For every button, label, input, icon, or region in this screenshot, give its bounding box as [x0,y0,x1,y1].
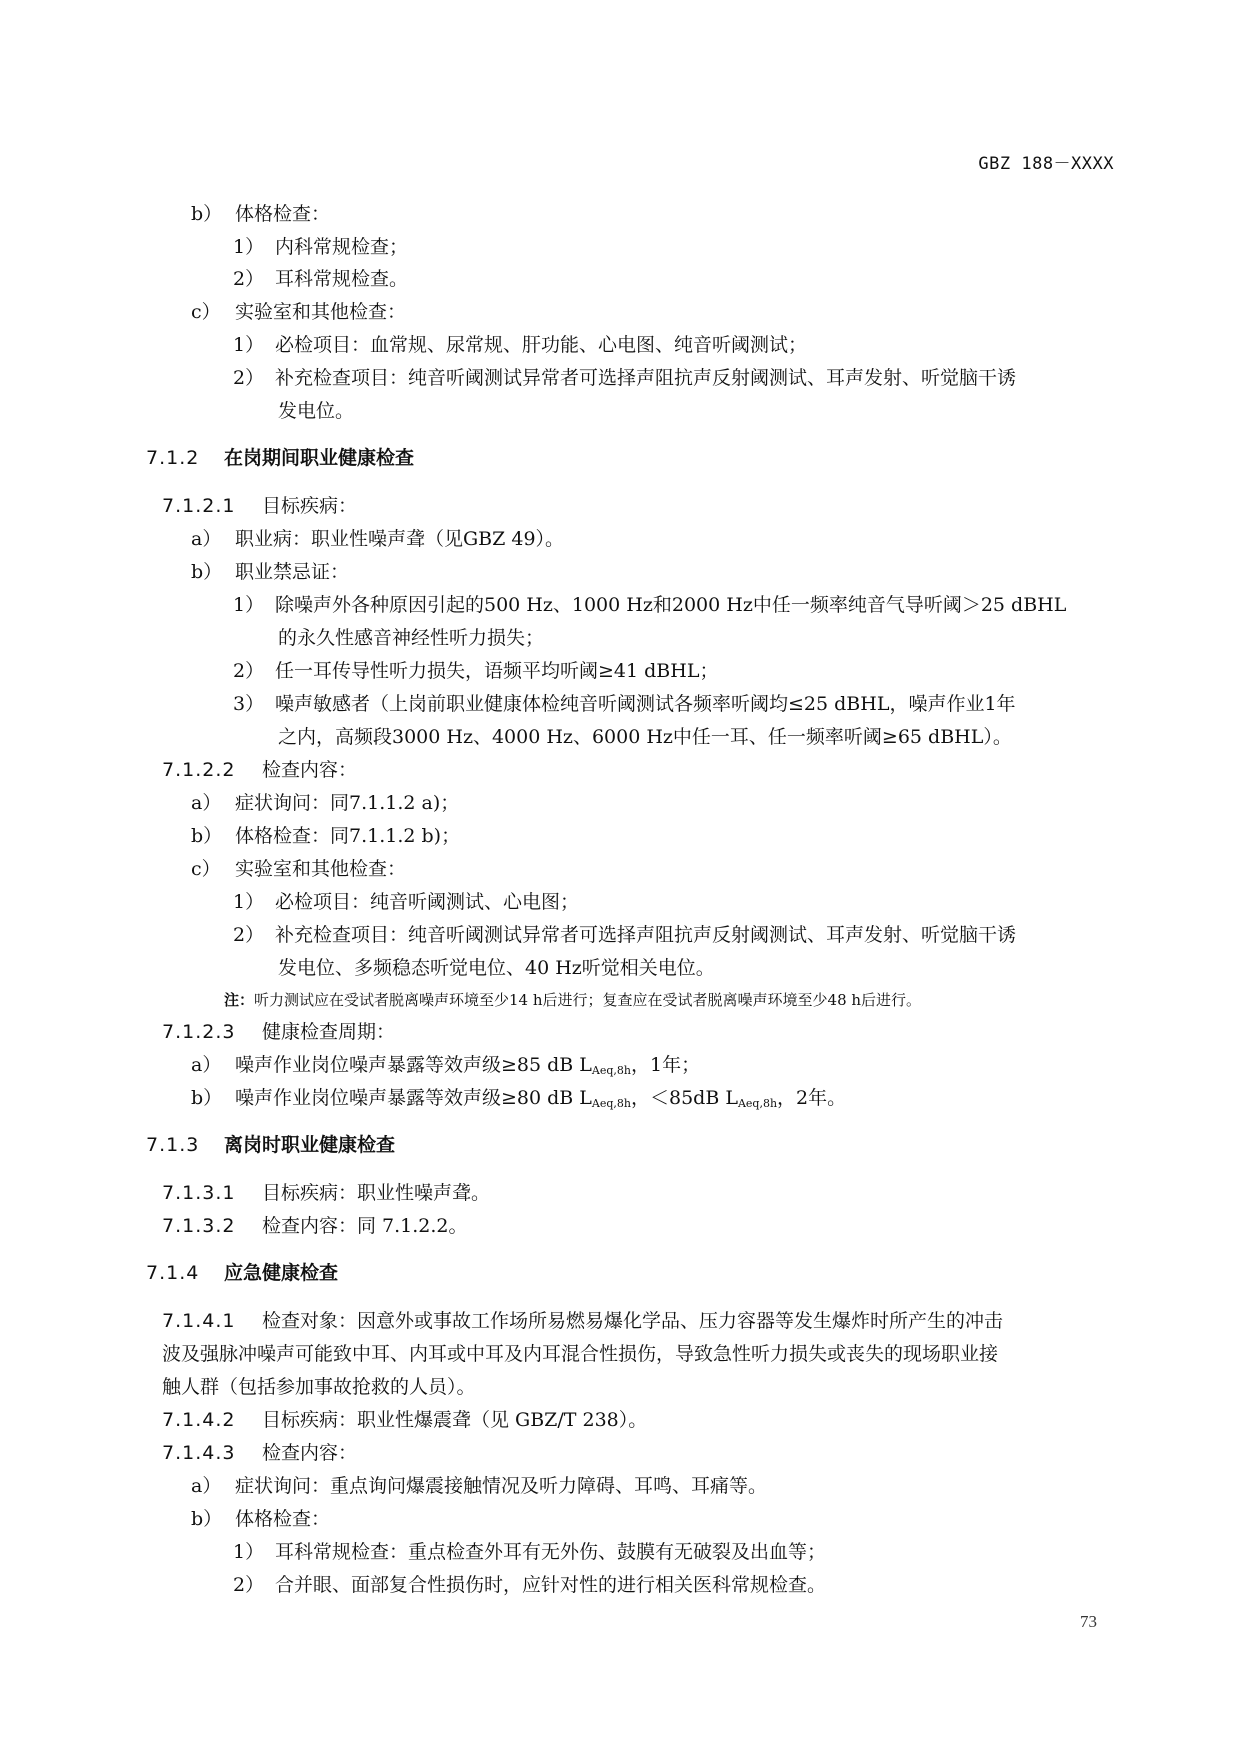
list-text: 内科常规检查； [275,236,409,258]
list-item [233,267,408,291]
list-item [233,923,1016,947]
list-label: a） [191,528,222,550]
document-code: GBZ 188－XXXX [978,154,1114,174]
list-text: 体格检查：同7.1.1.2 b)； [235,825,461,847]
list-label: 3） [233,693,265,715]
subsection-text: 检查内容： [262,759,358,781]
list-item [233,692,1016,716]
list-label: 2） [233,1574,265,1596]
subsection [162,1441,357,1465]
subsection-text: 检查对象：因意外或事故工作场所易燃易爆化学品、压力容器等发生爆炸时所产生的冲击 [262,1310,1004,1332]
list-label: 2） [233,268,265,290]
list-text: 必检项目：血常规、尿常规、肝功能、心电图、纯音听阈测试； [275,334,808,356]
list-item [191,202,330,226]
list-text: 噪声敏感者（上岗前职业健康体检纯音听阈测试各频率听阈均≤25 dBHL，噪声作业1年 [275,693,1016,715]
list-text: 耳科常规检查：重点检查外耳有无外伤、鼓膜有无破裂及出血等； [275,1541,827,1563]
list-continuation: 发电位、多频稳态听觉电位、40 Hz听觉相关电位。 [278,957,715,979]
list-item [191,791,459,815]
subsection-number: 7.1.2.1 [162,495,236,517]
section-number: 7.1.4 [146,1262,200,1284]
list-label: b） [191,825,223,847]
subscript: Aeq,8h [591,1064,631,1077]
list-text: ，＜85dB L [631,1087,738,1109]
subsection-text: 检查内容： [262,1442,358,1464]
subsection-number: 7.1.3.2 [162,1215,236,1237]
section-number: 7.1.2 [146,447,200,469]
list-label: c） [191,301,221,323]
list-label: 2） [233,367,265,389]
subsection-number: 7.1.2.3 [162,1021,236,1043]
subsection-number: 7.1.4.3 [162,1442,236,1464]
subsection [162,758,357,782]
list-label: b） [191,1508,223,1530]
section-number: 7.1.3 [146,1134,200,1156]
page-number: 73 [1080,1612,1097,1631]
list-item [233,1573,826,1597]
list-text: 症状询问：同7.1.1.2 a)； [235,792,460,814]
list-label: b） [191,203,223,225]
list-item [191,300,406,324]
list-text: 症状询问：重点询问爆震接触情况及听力障碍、耳鸣、耳痛等。 [235,1475,768,1497]
list-text: 耳科常规检查。 [275,268,409,290]
subscript: Aeq,8h [737,1097,778,1110]
list-item [233,235,408,259]
list-text: ，1年； [631,1054,701,1076]
list-text: 噪声作业岗位噪声暴露等效声级≥80 dB L [235,1087,592,1109]
list-label: 1） [233,334,265,356]
list-text: 体格检查： [235,203,331,225]
list-item [191,527,564,551]
list-label: 1） [233,236,265,258]
subsection [162,494,357,518]
list-text: 任一耳传导性听力损失，语频平均听阈≥41 dBHL； [275,660,719,682]
section-heading [146,1133,395,1157]
list-label: b） [191,561,223,583]
list-text: 实验室和其他检查： [235,858,407,880]
list-text: 噪声作业岗位噪声暴露等效声级≥85 dB L [235,1054,592,1076]
list-text: 必检项目：纯音听阈测试、心电图； [275,891,580,913]
list-continuation: 的永久性感音神经性听力损失； [278,627,545,649]
note [224,990,921,1010]
section-title: 在岗期间职业健康检查 [224,447,415,469]
note-text: 听力测试应在受试者脱离噪声环境至少14 h后进行；复查应在受试者脱离噪声环境至少48 h后进行。 [254,991,922,1009]
list-item [191,1086,846,1116]
list-text: 补充检查项目：纯音听阈测试异常者可选择声阻抗声反射阈测试、耳声发射、听觉脑干诱 [275,367,1017,389]
list-item [191,857,406,881]
list-continuation: 发电位。 [278,400,355,422]
note-label: 注： [224,991,255,1009]
list-item [233,593,1066,617]
subsection [162,1181,490,1205]
list-item [233,366,1016,390]
subsection-text: 目标疾病： [262,495,358,517]
list-label: 1） [233,891,265,913]
subsection-number: 7.1.3.1 [162,1182,236,1204]
section-heading [146,446,414,470]
list-label: a） [191,1054,222,1076]
list-item [191,824,460,848]
list-item [233,1540,826,1564]
list-label: a） [191,1475,222,1497]
list-item [233,659,718,683]
list-label: a） [191,792,222,814]
paragraph-continuation: 波及强脉冲噪声可能致中耳、内耳或中耳及内耳混合性损伤，导致急性听力损失或丧失的现场职业接 [162,1343,999,1365]
section-heading [146,1261,338,1285]
list-item [191,1474,767,1498]
list-label: 2） [233,660,265,682]
list-text: ，2年。 [777,1087,847,1109]
section-title: 离岗时职业健康检查 [224,1134,396,1156]
subsection-text: 健康检查周期： [262,1021,396,1043]
list-item [191,1053,700,1083]
list-label: 1） [233,1541,265,1563]
list-text: 实验室和其他检查： [235,301,407,323]
paragraph-continuation: 触人群（包括参加事故抢救的人员）。 [162,1376,476,1398]
subsection [162,1214,468,1238]
list-item [191,560,349,584]
list-label: c） [191,858,221,880]
subsection-text: 目标疾病：职业性爆震聋（见 GBZ/T 238）。 [262,1409,648,1431]
list-label: 2） [233,924,265,946]
subsection [162,1309,1003,1333]
list-text: 补充检查项目：纯音听阈测试异常者可选择声阻抗声反射阈测试、耳声发射、听觉脑干诱 [275,924,1017,946]
subsection-number: 7.1.4.1 [162,1310,236,1332]
list-text: 职业禁忌证： [235,561,350,583]
list-text: 体格检查： [235,1508,331,1530]
list-item [233,890,579,914]
subsection-number: 7.1.4.2 [162,1409,236,1431]
section-title: 应急健康检查 [224,1262,339,1284]
list-item [191,1507,330,1531]
subsection [162,1020,395,1044]
list-label: 1） [233,594,265,616]
subsection [162,1408,647,1432]
subsection-text: 检查内容：同 7.1.2.2。 [262,1215,468,1237]
list-text: 职业病：职业性噪声聋（见GBZ 49）。 [235,528,565,550]
list-continuation: 之内，高频段3000 Hz、4000 Hz、6000 Hz中任一耳、任一频率听阈≥65 dBHL）。 [278,726,1012,748]
list-item [233,333,807,357]
subsection-number: 7.1.2.2 [162,759,236,781]
list-text: 除噪声外各种原因引起的500 Hz、1000 Hz和2000 Hz中任一频率纯音气导听阈＞25 dBHL [275,594,1067,616]
list-label: b） [191,1087,223,1109]
subscript: Aeq,8h [591,1097,631,1110]
subsection-text: 目标疾病：职业性噪声聋。 [262,1182,491,1204]
list-text: 合并眼、面部复合性损伤时，应针对性的进行相关医科常规检查。 [275,1574,827,1596]
